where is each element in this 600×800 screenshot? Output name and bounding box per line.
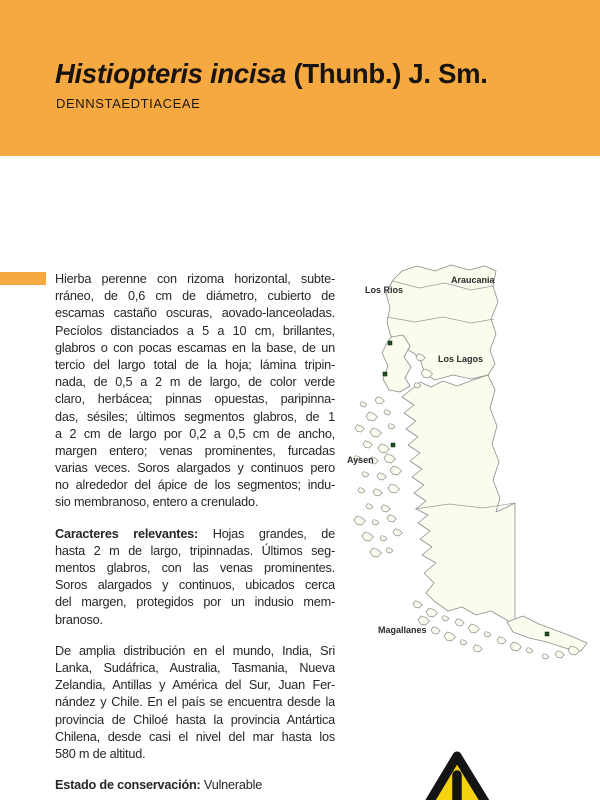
text-line: sio membranoso, entero a crenulado.: [55, 495, 259, 510]
map-region-label: Aysen: [347, 455, 374, 465]
text-line: tercio del largo total de la hoja; lámina tripin-: [55, 357, 335, 372]
map-region-label: Magallanes: [378, 625, 427, 635]
text-line: Estado de conservación: Vulnerable: [55, 778, 263, 793]
text-line: 580 m de altitud.: [55, 746, 146, 761]
section-tab-marker: [0, 272, 46, 285]
occurrence-dot: [388, 341, 392, 345]
occurrence-dot: [391, 443, 395, 447]
text-line: no alrededor del ápice de los segmentos; indu-: [55, 478, 335, 493]
map-region-label: Los Lagos: [438, 354, 484, 364]
text-line: provincia de Chiloé hasta la provincia Antártica: [55, 712, 335, 727]
text-line: das, sésiles; últimos segmentos glabros, de 1: [55, 409, 335, 424]
warning-triangle-icon: [405, 749, 510, 800]
text-line: mentos glabros, con las venas prominentes.: [55, 561, 335, 575]
text-line: a 2 cm de largo por 0,2 a 0,5 cm de ancho,: [55, 426, 335, 441]
text-line: escamas castaño oscuras, aovado-lanceoladas.: [55, 306, 335, 321]
text-line: Caracteres relevantes: Hojas grandes, de: [55, 526, 335, 541]
body-text: [55, 271, 335, 800]
paragraph: [55, 777, 335, 794]
text-line: Soros alargados y continuos, ubicados cerca: [55, 578, 335, 593]
occurrence-dot: [545, 632, 549, 636]
text-line: hasta 2 m de largo, tripinnadas. Últimos seg-: [55, 543, 335, 558]
species-name: Histiopteris incisa: [55, 58, 287, 89]
map-region-label: Araucania: [451, 275, 495, 285]
text-line: Hierba perenne con rizoma horizontal, subte-: [55, 272, 335, 286]
text-line: glabros o con pocas escamas en la base, de un: [55, 340, 335, 355]
map-region-label: Los Rios: [365, 285, 404, 295]
text-line: rráneo, de 0,6 cm de diámetro, cubierto de: [55, 289, 335, 304]
text-line: varias veces. Soros alargados y continuos pero: [55, 461, 335, 476]
text-line: claro, herbácea; pinnas opuestas, paripinna-: [55, 392, 335, 407]
text-line: margen entero; venas prominentes, furcadas: [55, 443, 335, 458]
page-title: [55, 58, 488, 90]
text-line: nández y Chile. En el país se encuentra desde la: [55, 695, 335, 710]
text-line: branoso.: [55, 612, 103, 627]
family-name: DENNSTAEDTIACEAE: [56, 96, 201, 111]
text-line: del margen, protegidos por un indusio mem-: [55, 595, 335, 610]
text-line: nada, de 0,5 a 2 m de largo, de color verde: [55, 375, 335, 390]
text-line: Pecíolos distanciados a 5 a 10 cm, brillantes,: [55, 323, 335, 338]
paragraph: [55, 643, 335, 763]
species-author: (Thunb.) J. Sm.: [286, 58, 488, 89]
paragraph: [55, 526, 335, 629]
text-line: Zelandia, Antillas y América del Sur, Juan Fer-: [55, 678, 335, 693]
map-south-region: [402, 375, 515, 625]
text-line: De amplia distribución en el mundo, India, Sri: [55, 643, 335, 658]
text-line: Chilena, desde casi el nivel del mar hasta los: [55, 729, 335, 744]
occurrence-dot: [383, 372, 387, 376]
chile-south-map: [345, 262, 595, 662]
header-band: [0, 0, 600, 156]
distribution-map: [345, 262, 595, 662]
map-chiloe-island: [382, 335, 411, 392]
text-line: Lanka, Sudáfrica, Australia, Tasmania, Nueva: [55, 660, 335, 675]
paragraph: [55, 271, 335, 512]
